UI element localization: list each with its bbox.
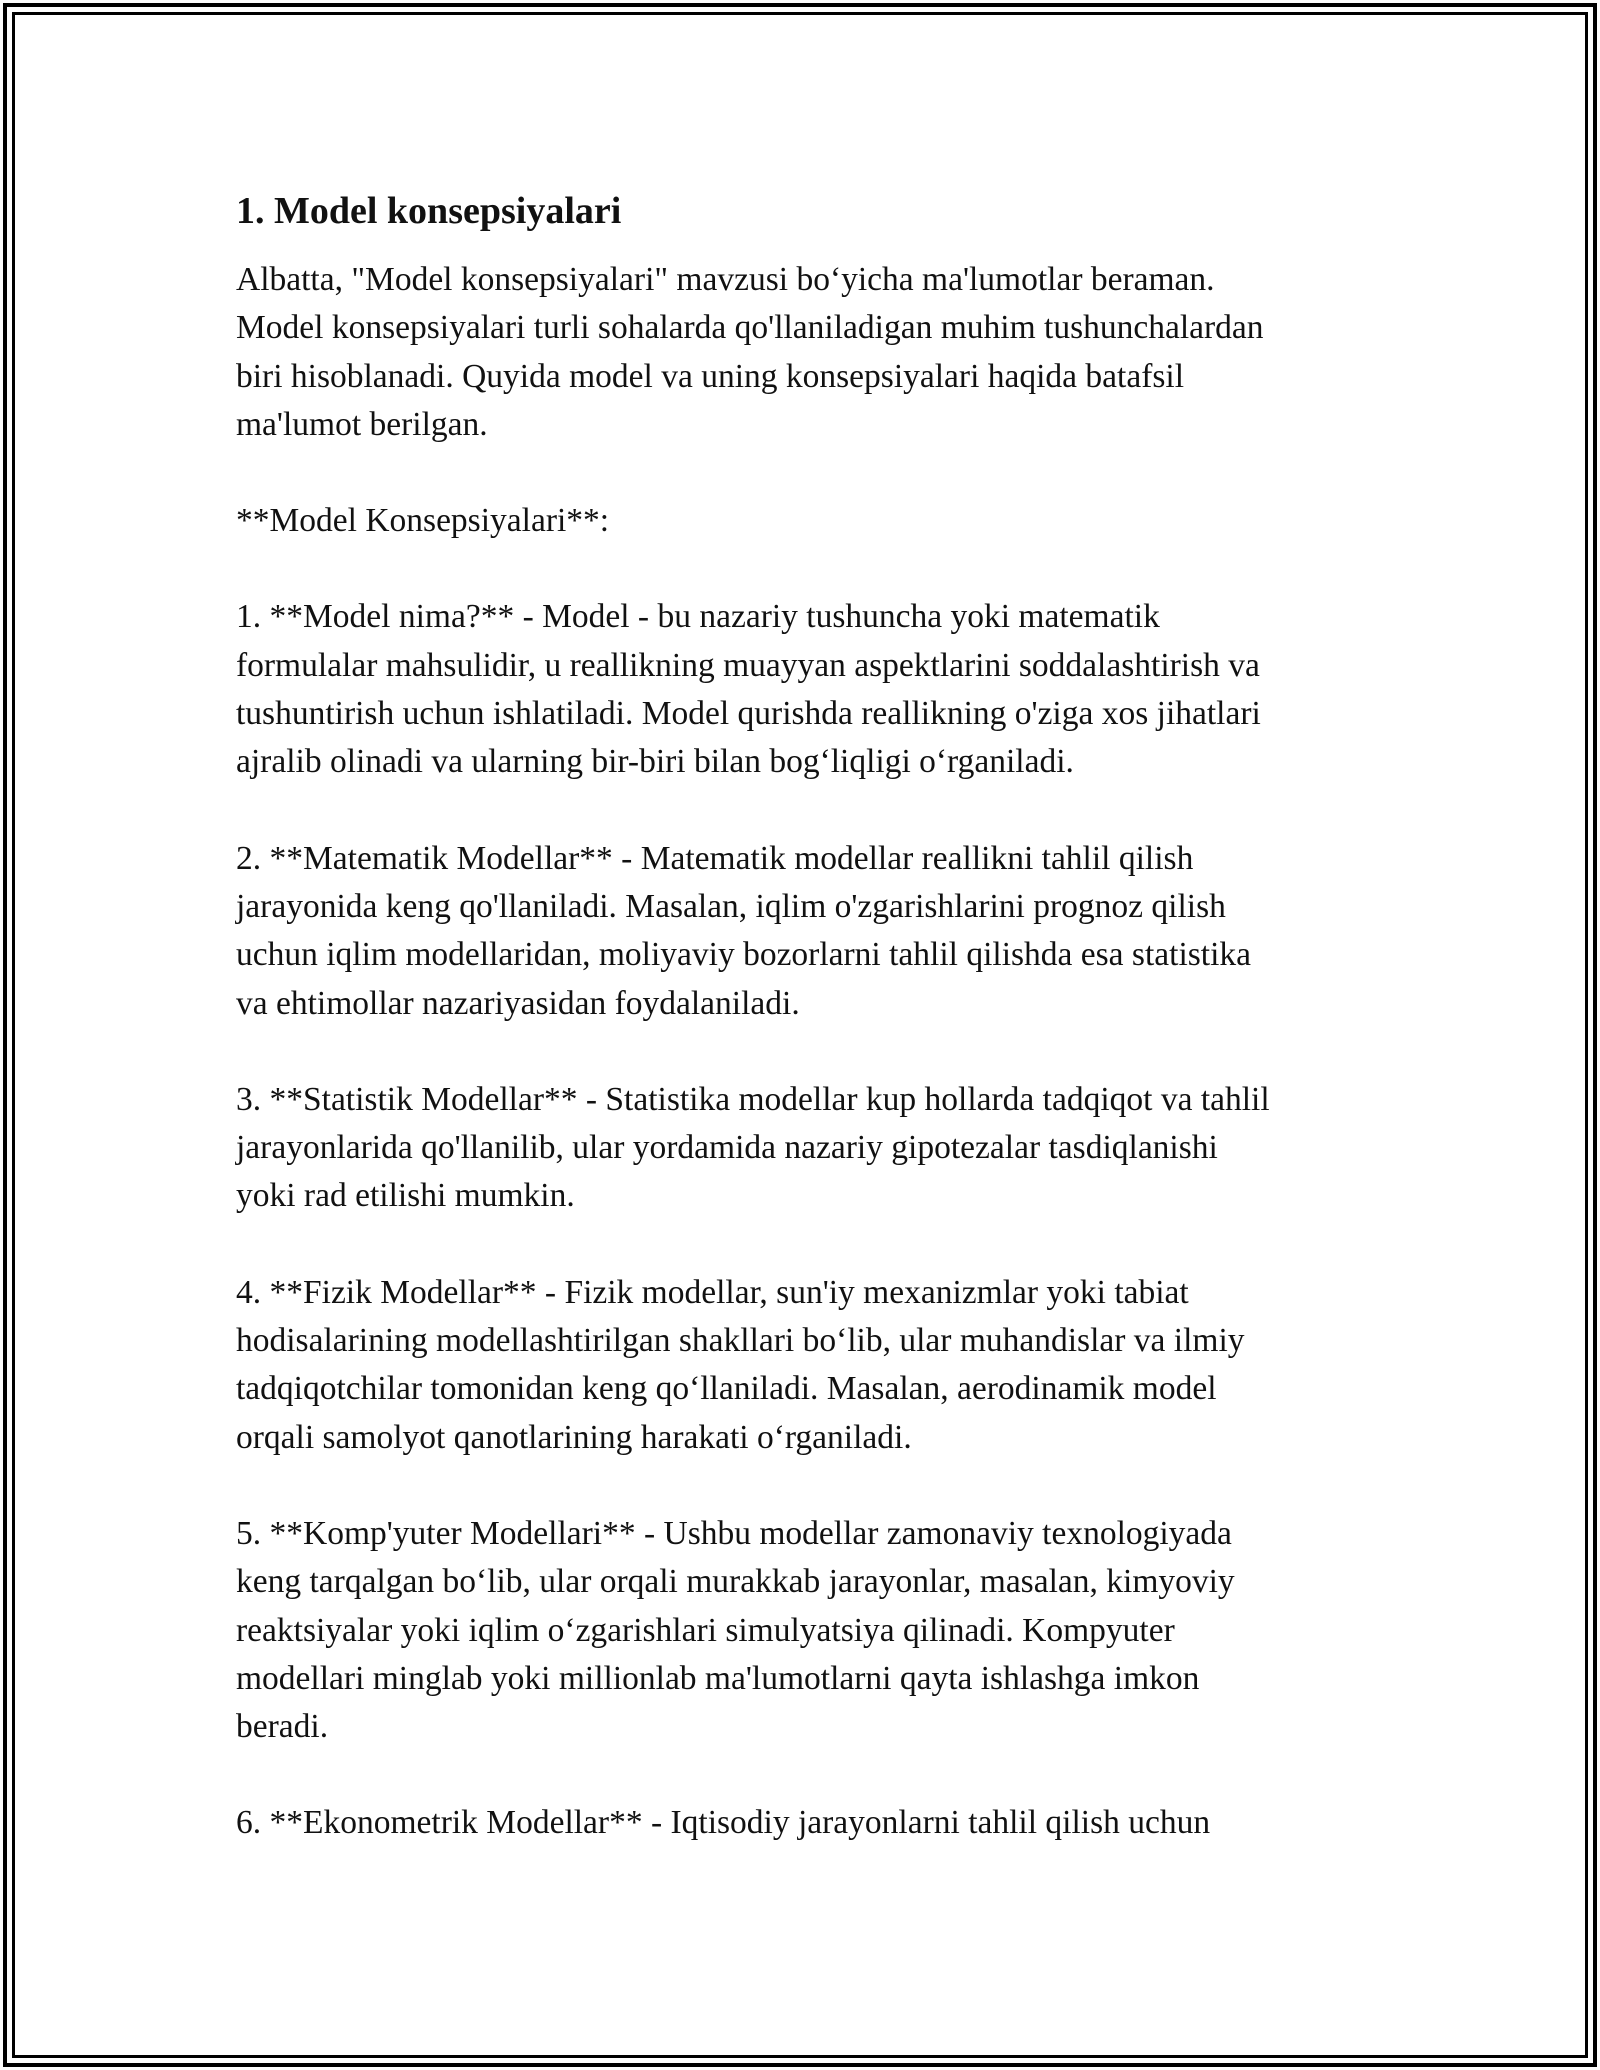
paragraph-item-1 (236, 593, 1396, 786)
section-title: 1. Model konsepsiyalari (236, 190, 622, 232)
paragraph-item-4 (236, 1269, 1396, 1462)
paragraph-item-5 (236, 1510, 1396, 1751)
text-line: va ehtimollar nazariyasidan foydalaniladi. (236, 984, 800, 1022)
text-line: 6. **Ekonometrik Modellar** - Iqtisodiy jarayonlarni tahlil qilish uchun (236, 1804, 1211, 1842)
document-body (236, 186, 1396, 1896)
paragraph-item-6 (236, 1799, 1396, 1847)
text-line: 1. **Model nima?** - Model - bu nazariy tushuncha yoki matematik (236, 598, 1160, 636)
paragraph-item-3 (236, 1076, 1396, 1221)
text-line: keng tarqalgan bo‘lib, ular orqali murakkab jarayonlar, masalan, kimyoviy (236, 1563, 1235, 1601)
text-line: ajralib olinadi va ularning bir-biri bilan bog‘liqligi o‘rganiladi. (236, 743, 1074, 781)
text-line: ma'lumot berilgan. (236, 405, 488, 443)
text-line: modellari minglab yoki millionlab ma'lumotlarni qayta ishlashga imkon (236, 1659, 1200, 1697)
text-line: 4. **Fizik Modellar** - Fizik modellar, sun'iy mexanizmlar yoki tabiat (236, 1273, 1189, 1311)
text-line: tadqiqotchilar tomonidan keng qo‘llaniladi. Masalan, aerodinamik model (236, 1370, 1217, 1408)
text-line: uchun iqlim modellaridan, moliyaviy bozorlarni tahlil qilishda esa statistika (236, 936, 1252, 974)
text-line: beradi. (236, 1708, 329, 1746)
text-line: hodisalarining modellashtirilgan shakllari bo‘lib, ular muhandislar va ilmiy (236, 1322, 1245, 1360)
text-line: Model konsepsiyalari turli sohalarda qo'llaniladigan muhim tushunchalardan (236, 309, 1264, 347)
text-line: 3. **Statistik Modellar** - Statistika modellar kup hollarda tadqiqot va tahlil (236, 1080, 1270, 1118)
paragraph-item-2 (236, 835, 1396, 1028)
text-line: jarayonida keng qo'llaniladi. Masalan, iqlim o'zgarishlarini prognoz qilish (236, 887, 1226, 925)
text-line: **Model Konsepsiyalari**: (236, 502, 610, 540)
text-line: yoki rad etilishi mumkin. (236, 1177, 575, 1215)
text-line: 5. **Komp'yuter Modellari** - Ushbu modellar zamonaviy texnologiyada (236, 1514, 1232, 1552)
paragraph-heading (236, 497, 1396, 545)
text-line: orqali samolyot qanotlarining harakati o‘rganiladi. (236, 1418, 912, 1456)
text-line: jarayonlarida qo'llanilib, ular yordamida nazariy gipotezalar tasdiqlanishi (236, 1129, 1218, 1167)
text-line: tushuntirish uchun ishlatiladi. Model qurishda reallikning o'ziga xos jihatlari (236, 695, 1261, 733)
text-line: Albatta, "Model konsepsiyalari" mavzusi bo‘yicha ma'lumotlar beraman. (236, 261, 1215, 298)
text-line: 2. **Matematik Modellar** - Matematik modellar reallikni tahlil qilish (236, 839, 1194, 877)
text-line: reaktsiyalar yoki iqlim o‘zgarishlari simulyatsiya qilinadi. Kompyuter (236, 1611, 1175, 1649)
text-line: formulalar mahsulidir, u reallikning muayyan aspektlarini soddalashtirish va (236, 646, 1260, 684)
text-line: biri hisoblanadi. Quyida model va uning konsepsiyalari haqida batafsil (236, 357, 1185, 395)
paragraph-intro (236, 256, 1396, 449)
